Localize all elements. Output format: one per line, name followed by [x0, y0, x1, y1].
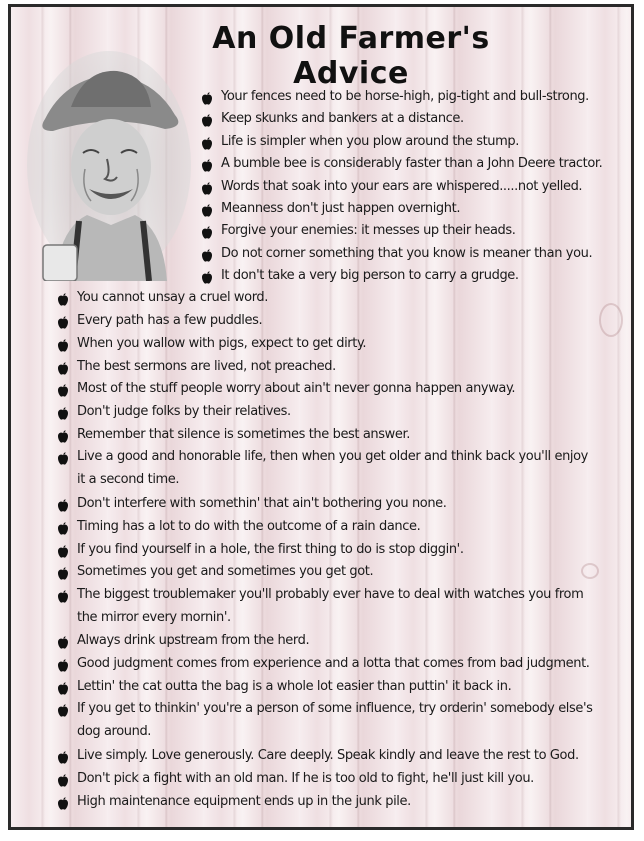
apple-bullet-icon [57, 702, 69, 715]
advice-text: If you find yourself in a hole, the first thing to do is stop diggin'. [77, 542, 464, 557]
advice-item [77, 332, 366, 355]
apple-bullet-icon [57, 680, 69, 693]
advice-item [77, 583, 597, 629]
apple-bullet-icon [57, 543, 69, 556]
apple-bullet-icon [57, 382, 69, 395]
advice-text: Life is simpler when you plow around the stump. [221, 134, 519, 149]
apple-bullet-icon [201, 135, 213, 148]
advice-text: Sometimes you get and sometimes you get got. [77, 564, 374, 579]
advice-item [77, 355, 336, 378]
wood-knot [599, 303, 623, 337]
advice-item [77, 515, 420, 538]
advice-item [221, 242, 592, 265]
advice-item [77, 538, 464, 561]
advice-item [221, 264, 519, 287]
farmer-portrait-icon [25, 49, 193, 281]
advice-item [77, 675, 511, 698]
advice-item [77, 629, 309, 652]
advice-item [221, 152, 602, 175]
advice-item [221, 219, 516, 242]
advice-text: Do not corner something that you know is meaner than you. [221, 246, 593, 261]
apple-bullet-icon [201, 90, 213, 103]
advice-text: Live simply. Love generously. Care deeply. Speak kindly and leave the rest to God. [77, 748, 579, 763]
advice-item [77, 400, 291, 423]
advice-text: Forgive your enemies: it messes up their heads. [221, 223, 516, 238]
apple-bullet-icon [57, 497, 69, 510]
advice-text: You cannot unsay a cruel word. [77, 290, 269, 305]
apple-bullet-icon [57, 337, 69, 350]
advice-text: Don't pick a fight with an old man. If he is too old to fight, he'll just kill you. [77, 771, 534, 786]
advice-text: Meanness don't just happen overnight. [221, 201, 461, 216]
apple-bullet-icon [201, 157, 213, 170]
advice-item [221, 107, 464, 130]
advice-text: Timing has a lot to do with the outcome of a rain dance. [77, 519, 421, 534]
advice-text: Most of the stuff people worry about ain't never gonna happen anyway. [77, 381, 516, 396]
advice-text: Remember that silence is sometimes the best answer. [77, 427, 410, 442]
advice-item [77, 492, 447, 515]
advice-item [77, 744, 579, 767]
apple-bullet-icon [201, 112, 213, 125]
advice-text: Good judgment comes from experience and a lotta that comes from bad judgment. [77, 656, 590, 671]
advice-item [221, 175, 582, 198]
wood-knot [581, 563, 599, 579]
apple-bullet-icon [57, 428, 69, 441]
apple-bullet-icon [201, 269, 213, 282]
advice-text: The biggest troublemaker you'll probably ever have to deal with watches you from the mirror every mornin'. [77, 587, 584, 625]
advice-text: High maintenance equipment ends up in the junk pile. [77, 794, 411, 809]
advice-text: Lettin' the cat outta the bag is a whole lot easier than puttin' it back in. [77, 679, 512, 694]
apple-bullet-icon [57, 749, 69, 762]
farmer-portrait [25, 49, 193, 281]
advice-text: Keep skunks and bankers at a distance. [221, 111, 464, 126]
advice-text: When you wallow with pigs, expect to get dirty. [77, 336, 367, 351]
advice-item [77, 560, 373, 583]
advice-item [77, 767, 534, 790]
advice-text: Words that soak into your ears are whispered.....not yelled. [221, 179, 583, 194]
advice-item [77, 286, 268, 309]
advice-text: It don't take a very big person to carry a grudge. [221, 268, 519, 283]
advice-item [77, 377, 515, 400]
advice-item [77, 790, 411, 813]
advice-text: The best sermons are lived, not preached. [77, 359, 336, 374]
advice-item [221, 85, 589, 108]
apple-bullet-icon [57, 450, 69, 463]
advice-text: Your fences need to be horse-high, pig-tight and bull-strong. [221, 89, 589, 104]
apple-bullet-icon [57, 657, 69, 670]
advice-text: If you get to thinkin' you're a person of some influence, try orderin' somebody else's dog around. [77, 701, 593, 739]
advice-item [221, 197, 460, 220]
apple-bullet-icon [57, 291, 69, 304]
advice-item [221, 130, 519, 153]
apple-bullet-icon [57, 795, 69, 808]
apple-bullet-icon [57, 314, 69, 327]
advice-text: Live a good and honorable life, then when you get older and think back you'll enjoy it a second time. [77, 449, 588, 487]
advice-item [77, 697, 597, 743]
advice-text: Always drink upstream from the herd. [77, 633, 310, 648]
apple-bullet-icon [57, 405, 69, 418]
advice-text: A bumble bee is considerably faster than a John Deere tractor. [221, 156, 603, 171]
apple-bullet-icon [57, 634, 69, 647]
apple-bullet-icon [201, 224, 213, 237]
advice-item [77, 423, 410, 446]
page-title: An Old Farmer's Advice [212, 21, 490, 91]
apple-bullet-icon [201, 247, 213, 260]
apple-bullet-icon [57, 565, 69, 578]
advice-text: Don't judge folks by their relatives. [77, 404, 291, 419]
advice-text: Don't interfere with somethin' that ain't bothering you none. [77, 496, 447, 511]
apple-bullet-icon [57, 772, 69, 785]
apple-bullet-icon [57, 360, 69, 373]
advice-item [77, 652, 590, 675]
apple-bullet-icon [201, 180, 213, 193]
advice-text: Every path has a few puddles. [77, 313, 263, 328]
apple-bullet-icon [57, 520, 69, 533]
apple-bullet-icon [57, 588, 69, 601]
page-frame [8, 4, 634, 830]
advice-item [77, 445, 597, 491]
apple-bullet-icon [201, 202, 213, 215]
advice-item [77, 309, 262, 332]
